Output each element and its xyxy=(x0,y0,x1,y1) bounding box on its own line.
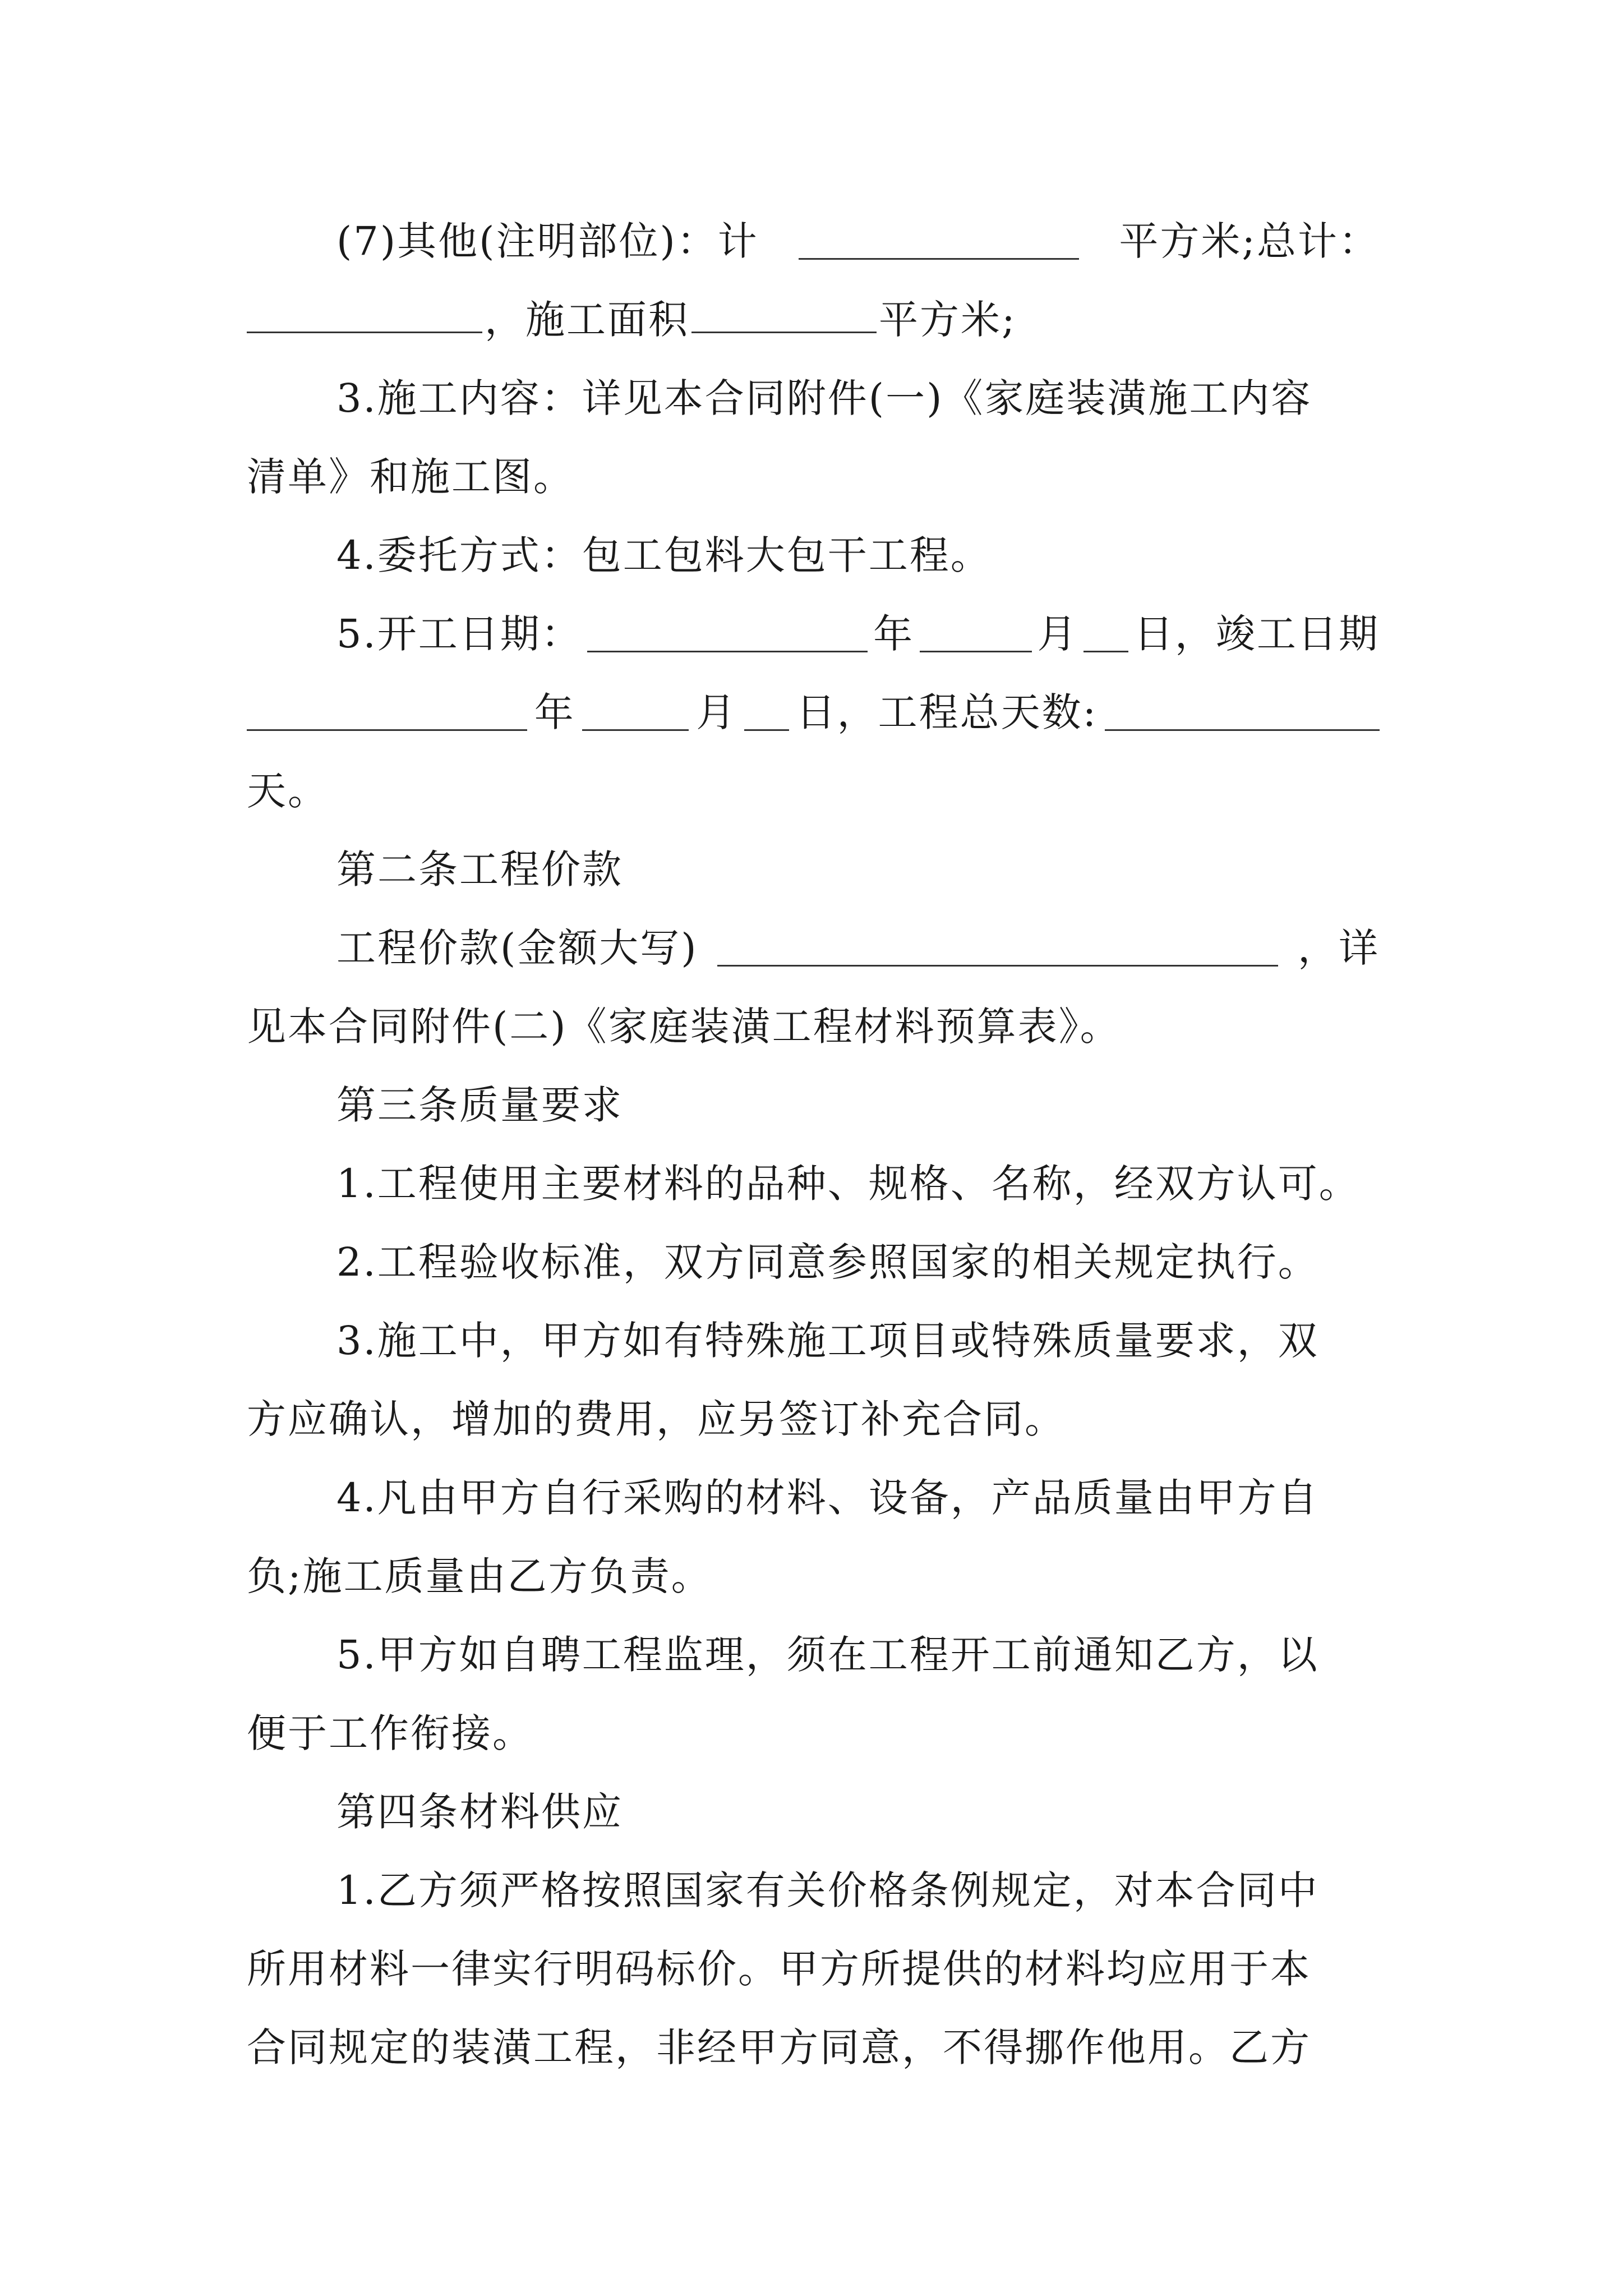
section-heading xyxy=(336,830,1380,909)
text: (7)其他(注明部位)：计 xyxy=(336,218,759,264)
text: 3.施工内容：详见本合同附件(一)《家庭装潢施工内容 xyxy=(336,375,1312,421)
text: 日，竣工日期 xyxy=(1133,611,1380,657)
blank-field xyxy=(1105,694,1380,731)
paragraph-line xyxy=(336,1851,1380,1930)
text: 年 xyxy=(534,689,575,735)
text: 年 xyxy=(873,611,915,657)
section-heading xyxy=(336,1066,1380,1144)
blank-field xyxy=(247,297,482,333)
text: 1.乙方须严格按照国家有关价格条例规定，对本合同中 xyxy=(336,1867,1319,1913)
line-other-area xyxy=(336,202,1380,280)
text: 第三条质量要求 xyxy=(336,1082,623,1128)
paragraph-line xyxy=(247,438,1380,516)
text: 平方米; xyxy=(879,297,1017,343)
paragraph-line xyxy=(336,1301,1380,1380)
paragraph-line xyxy=(336,1616,1380,1694)
line-price xyxy=(336,909,1380,987)
line-end-date xyxy=(247,673,1380,752)
text: 方应确认，增加的费用，应另签订补充合同。 xyxy=(247,1396,1066,1442)
text: 4.委托方式：包工包料大包干工程。 xyxy=(336,532,992,578)
text: 所用材料一律实行明码标价。甲方所提供的材料均应用于本 xyxy=(247,1946,1311,1992)
paragraph-line xyxy=(247,1537,1380,1616)
text: 合同规定的装潢工程，非经甲方同意，不得挪作他用。乙方 xyxy=(247,2024,1311,2070)
paragraph-line xyxy=(247,2008,1380,2087)
text: 工程价款(金额大写) xyxy=(336,925,698,971)
blank-field xyxy=(1083,616,1128,652)
line-total-area xyxy=(247,280,1380,359)
text: 见本合同附件(二)《家庭装潢工程材料预算表》。 xyxy=(247,1004,1121,1050)
text: 第二条工程价款 xyxy=(336,846,623,892)
blank-field xyxy=(744,694,789,731)
paragraph-line xyxy=(247,1694,1380,1773)
paragraph-line xyxy=(336,516,1380,595)
text: 日，工程总天数: xyxy=(796,689,1098,735)
blank-field xyxy=(920,616,1032,652)
text: 月 xyxy=(1037,611,1078,657)
blank-field xyxy=(247,694,527,731)
paragraph-line xyxy=(336,359,1380,438)
text: 清单》和施工图。 xyxy=(247,454,574,500)
text: 月 xyxy=(696,689,737,735)
section-heading xyxy=(336,1773,1380,1851)
text: 5.甲方如自聘工程监理，须在工程开工前通知乙方，以 xyxy=(336,1632,1319,1678)
paragraph-line xyxy=(247,752,1380,830)
blank-field xyxy=(799,223,1079,260)
paragraph-line xyxy=(247,1930,1380,2008)
text: 5.开工日期： xyxy=(336,611,582,657)
text: 第四条材料供应 xyxy=(336,1789,623,1835)
text: ，施工面积 xyxy=(485,297,689,343)
blank-field xyxy=(582,694,689,731)
blank-field xyxy=(717,930,1278,967)
text: 1.工程使用主要材料的品种、规格、名称，经双方认可。 xyxy=(336,1161,1360,1207)
blank-field xyxy=(587,616,868,652)
blank-field xyxy=(691,297,877,333)
paragraph-line xyxy=(247,987,1380,1066)
text: 平方米;总计： xyxy=(1119,218,1380,264)
paragraph-line xyxy=(336,1458,1380,1537)
text: 4.凡由甲方自行采购的材料、设备，产品质量由甲方自 xyxy=(336,1475,1319,1521)
text: ，详 xyxy=(1298,925,1380,971)
text: 便于工作衔接。 xyxy=(247,1710,533,1756)
text: 负;施工质量由乙方负责。 xyxy=(247,1553,712,1599)
paragraph-line xyxy=(336,1144,1380,1223)
text: 2.工程验收标准，双方同意参照国家的相关规定执行。 xyxy=(336,1239,1319,1285)
line-start-date xyxy=(336,595,1380,673)
text: 3.施工中，甲方如有特殊施工项目或特殊质量要求，双 xyxy=(336,1318,1319,1364)
text: 天。 xyxy=(247,768,329,814)
paragraph-line xyxy=(336,1223,1380,1301)
paragraph-line xyxy=(247,1380,1380,1458)
